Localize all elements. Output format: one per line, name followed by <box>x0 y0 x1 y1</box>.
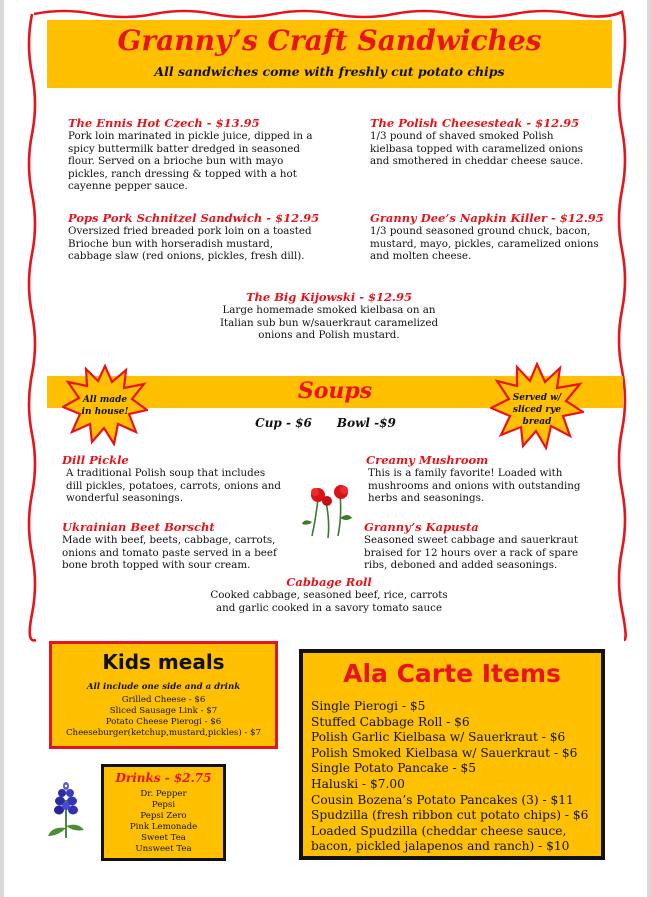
ala-carte-item: Spudzilla (fresh ribbon cut potato chips) - $6 <box>311 808 589 823</box>
drink-item: Unsweet Tea <box>135 844 192 854</box>
ala-carte-item: Polish Smoked Kielbasa w/ Sauerkraut - $6 <box>311 745 578 760</box>
kids-item: Cheeseburger(ketchup,mustard,pickles) - $7 <box>65 728 261 738</box>
drink-item: Pepsi Zero <box>140 811 187 821</box>
desc-line: Brioche bun with horseradish mustard, <box>68 237 274 250</box>
desc-line: onions and tomato paste served in a beef <box>62 546 277 559</box>
soup-title: Dill Pickle <box>62 453 129 467</box>
desc-line: cayenne pepper sauce. <box>68 180 188 193</box>
ala-carte-item: Haluski - $7.00 <box>311 776 405 791</box>
page-subtitle: All sandwiches come with freshly cut potato chips <box>154 64 505 79</box>
ala-carte-title: Ala Carte Items <box>343 659 561 688</box>
badge-text: bread <box>522 417 552 427</box>
menu-page <box>4 0 647 897</box>
badge-all-made-in-house <box>62 364 148 446</box>
desc-line: mustard, mayo, pickles, caramelized onions <box>370 237 599 250</box>
soup-grannys-kapusta <box>364 520 619 572</box>
soups-title: Soups <box>297 378 373 404</box>
drink-item: Dr. Pepper <box>140 789 187 799</box>
desc-line: Oversized fried breaded pork loin on a toasted <box>68 225 312 237</box>
kids-item: Sliced Sausage Link - $7 <box>109 706 218 716</box>
sandwich-title: Granny Dee’s Napkin Killer - $12.95 <box>370 211 604 225</box>
ala-carte-item: Stuffed Cabbage Roll - $6 <box>311 714 470 729</box>
drink-item: Pink Lemonade <box>129 822 198 832</box>
ala-carte-item: Single Pierogi - $5 <box>311 699 426 713</box>
kids-subtitle: All include one side and a drink <box>86 682 241 692</box>
desc-line: ribs, deboned and added seasonings. <box>364 559 558 572</box>
desc-line: Large homemade smoked kielbasa on an <box>222 304 436 316</box>
sandwich-granny-dees-napkin-killer <box>370 211 620 263</box>
desc-line: Italian sub bun w/sauerkraut caramelized <box>219 316 439 329</box>
desc-line: and molten cheese. <box>370 250 472 263</box>
desc-line: Cooked cabbage, seasoned beef, rice, carrots <box>210 589 448 601</box>
badge-text: All made <box>82 395 128 405</box>
desc-line: Seasoned sweet cabbage and sauerkraut <box>364 534 579 546</box>
sandwich-title: The Polish Cheesesteak - $12.95 <box>370 116 580 130</box>
header-banner <box>47 20 612 88</box>
soup-cabbage-roll <box>184 575 474 614</box>
sandwich-ennis-hot-czech <box>68 116 358 193</box>
desc-line: and smothered in cheddar cheese sauce. <box>370 155 584 168</box>
ala-carte-box <box>299 649 605 860</box>
badge-text: sliced rye <box>512 405 562 415</box>
sandwich-big-kijowski <box>164 290 494 342</box>
kids-item: Potato Cheese Pierogi - $6 <box>105 717 222 727</box>
soup-title: Creamy Mushroom <box>366 453 489 467</box>
desc-line: wonderful seasonings. <box>66 492 183 505</box>
drink-item: Pepsi <box>151 800 176 810</box>
soup-prices: Cup - $6 Bowl -$9 <box>255 416 396 430</box>
sandwich-pops-pork-schnitzel <box>68 211 358 263</box>
sandwich-title: Pops Pork Schnitzel Sandwich - $12.95 <box>68 211 320 225</box>
kids-title: Kids meals <box>102 650 225 674</box>
desc-line: Pork loin marinated in pickle juice, dipped in a <box>68 130 313 142</box>
poppy-flowers-icon <box>300 482 358 540</box>
desc-line: and garlic cooked in a savory tomato sauce <box>215 601 443 614</box>
desc-line: 1/3 pound seasoned ground chuck, bacon, <box>370 225 591 237</box>
kids-meals-box <box>49 641 278 749</box>
kids-item: Grilled Cheese - $6 <box>121 695 206 705</box>
desc-line: mushrooms and onions with outstanding <box>368 479 581 492</box>
soup-title: Granny’s Kapusta <box>364 520 479 534</box>
drinks-title: Drinks - $2.75 <box>115 771 212 785</box>
soup-dill-pickle <box>62 453 307 505</box>
soup-title: Cabbage Roll <box>286 575 372 589</box>
desc-line: kielbasa topped with caramelized onions <box>370 142 584 155</box>
soup-title: Ukrainian Beet Borscht <box>62 520 215 534</box>
desc-line: onions and Polish mustard. <box>258 329 400 342</box>
desc-line: braised for 12 hours over a rack of spare <box>364 546 579 559</box>
page-title: Granny’s Craft Sandwiches <box>117 24 542 57</box>
desc-line: bone broth topped with sour cream. <box>62 559 251 572</box>
bluebonnet-flower-icon <box>44 778 88 842</box>
desc-line: A traditional Polish soup that includes <box>66 467 266 479</box>
drink-item: Sweet Tea <box>141 833 186 843</box>
desc-line: This is a family favorite! Loaded with <box>368 467 563 479</box>
badge-text: in house! <box>81 407 129 417</box>
sandwich-title: The Ennis Hot Czech - $13.95 <box>68 116 260 130</box>
desc-line: spicy buttermilk batter dredged in seasoned <box>68 142 300 155</box>
ala-carte-item: bacon, pickled jalapenos and ranch) - $10 <box>311 839 570 854</box>
ala-carte-item: Polish Garlic Kielbasa w/ Sauerkraut - $6 <box>311 730 566 745</box>
desc-line: herbs and seasonings. <box>368 492 485 505</box>
sandwich-polish-cheesesteak <box>370 116 620 168</box>
desc-line: cabbage slaw (red onions, pickles, fresh dill). <box>68 250 305 263</box>
soup-ukrainian-beet-borscht <box>62 520 307 572</box>
badge-served-with-rye <box>490 362 584 450</box>
sandwich-title: The Big Kijowski - $12.95 <box>245 290 413 304</box>
desc-line: dill pickles, potatoes, carrots, onions and <box>66 479 281 492</box>
desc-line: pickles, ranch dressing & topped with a hot <box>68 167 297 180</box>
desc-line: 1/3 pound of shaved smoked Polish <box>370 130 554 142</box>
drinks-box <box>101 764 226 861</box>
ala-carte-item: Cousin Bozena’s Potato Pancakes (3) - $11 <box>311 792 574 807</box>
desc-line: Made with beef, beets, cabbage, carrots, <box>62 534 276 546</box>
ala-carte-item: Single Potato Pancake - $5 <box>311 761 477 776</box>
badge-text: Served w/ <box>512 393 562 403</box>
ala-carte-item: Loaded Spudzilla (cheddar cheese sauce, <box>311 823 567 838</box>
soup-creamy-mushroom <box>366 453 616 505</box>
desc-line: flour. Served on a brioche bun with mayo <box>68 155 284 168</box>
